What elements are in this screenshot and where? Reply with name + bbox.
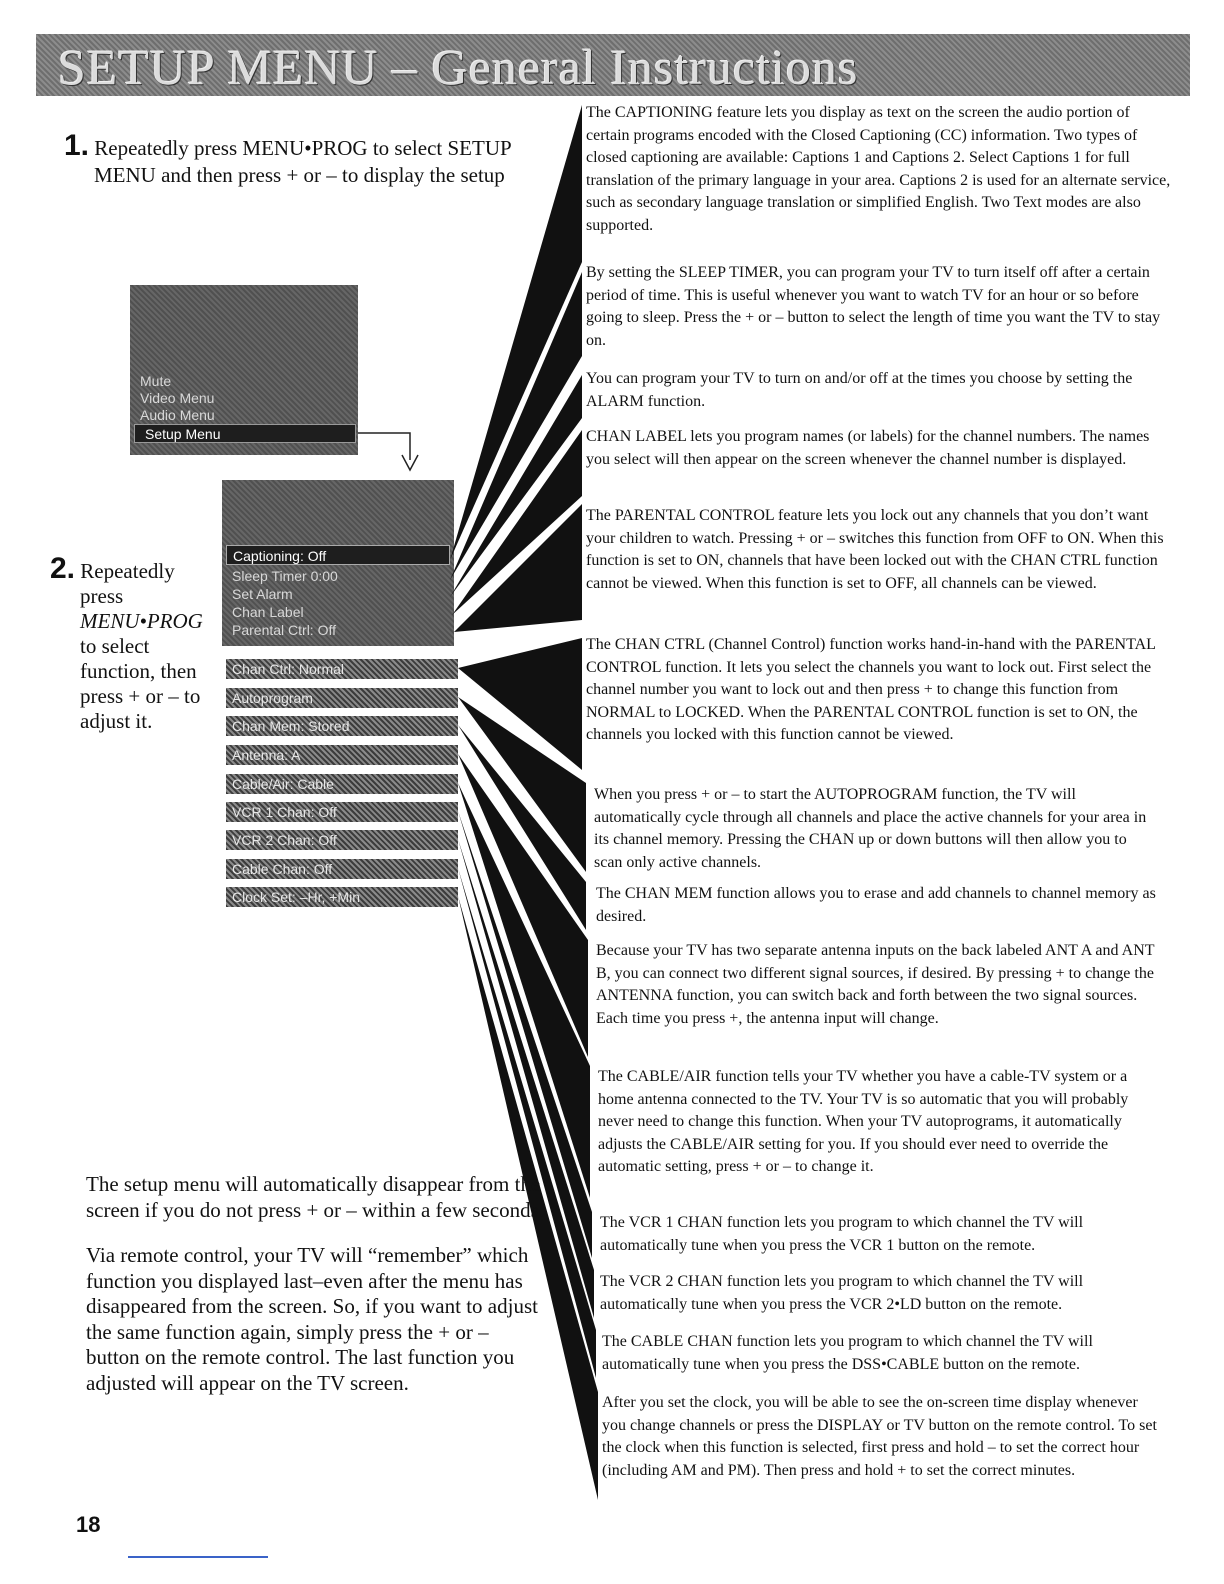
menu-item-video: Video Menu	[140, 390, 215, 406]
bar-chan-mem: Chan Mem: Stored	[226, 716, 458, 736]
desc-clock-set: After you set the clock, you will be able to see the on-screen time display whenever you change channels or press the DISPLAY or TV button on the remote control. To set the clock when this function is selected, first press and hold – to set the correct hour (including AM and PM). Then press and hold + to set the correct minutes.	[602, 1394, 1157, 1479]
bar-cable-chan: Cable Chan: Off	[226, 859, 458, 879]
menu-item-setup-selected: Setup Menu	[134, 424, 356, 443]
setup-item-set-alarm: Set Alarm	[232, 586, 293, 602]
step-2-line-5: function, then	[80, 659, 197, 683]
desc-antenna: Because your TV has two separate antenna inputs on the back labeled ANT A and ANT B, you can connect two different signal sources, if desired. By pressing + to change the ANTENNA function, you can switch back and forth between the two signal sources. Each time you press +, the antenna input will change.	[596, 942, 1155, 1027]
step-2-line-7: adjust it.	[80, 709, 153, 733]
bottom-notes	[86, 1172, 546, 1416]
step-1-line-1: Repeatedly press MENU•PROG to select SETUP	[94, 136, 512, 160]
desc-captioning: The CAPTIONING feature lets you display as text on the screen the audio portion of certain programs encoded with the Closed Captioning (CC) information. Two types of closed captioning are available: Captions 1 and Captions 2. Select Captions 1 for full translation of the primary language in your area. Captions 2 is used for an alternate service, such as secondary language translation or simplified English. Two Text modes are also supported.	[586, 104, 1171, 234]
step-2-line-1: Repeatedly	[80, 559, 175, 583]
page-title: SETUP MENU – General Instructions	[58, 39, 859, 95]
bar-vcr2-chan: VCR 2 Chan: Off	[226, 830, 458, 850]
desc-parental-control: The PARENTAL CONTROL feature lets you lock out any channels that you don’t want your children to watch. Pressing + or – switches this function from OFF to ON. When this function is set to ON, channels that have been locked out with the CHAN CTRL function cannot be viewed. When this function is set to OFF, all channels can be viewed.	[586, 507, 1164, 592]
bar-vcr1-chan: VCR 1 Chan: Off	[226, 802, 458, 822]
note-auto-disappear: The setup menu will automatically disappear from the screen if you do not press + or – within a few seconds.	[86, 1172, 544, 1222]
setup-item-sleep-timer: Sleep Timer 0:00	[232, 568, 338, 584]
note-remember: Via remote control, your TV will “remember” which function you displayed last–even after the menu has disappeared from the screen. So, if you want to adjust the same function again, simply press the + or – button on the remote control. The last function you adjusted will appear on the TV screen.	[86, 1243, 538, 1395]
step-2-line-3: MENU•PROG	[80, 609, 203, 633]
step-2-line-6: press + or – to	[80, 684, 201, 708]
footer-rule	[128, 1556, 268, 1558]
desc-chan-ctrl: The CHAN CTRL (Channel Control) function works hand-in-hand with the PARENTAL CONTROL function. It lets you select the channels you want to lock out. First select the channel number you want to lock out and then press + to change this function from NORMAL to LOCKED. When the PARENTAL CONTROL function is set to ON, the channels you locked with this function cannot be viewed.	[586, 636, 1156, 743]
bar-autoprogram: Autoprogram	[226, 688, 458, 708]
desc-sleep-timer: By setting the SLEEP TIMER, you can program your TV to turn itself off after a certain period of time. This is useful whenever you want to watch TV for an hour or so before going to sleep. Press the + or – button to select the length of time you want the TV to stay on.	[586, 264, 1161, 349]
setup-item-parental-ctrl: Parental Ctrl: Off	[232, 622, 337, 638]
desc-vcr1-chan: The VCR 1 CHAN function lets you program to which channel the TV will automatically tune when you press the VCR 1 button on the remote.	[600, 1214, 1084, 1254]
step-2-line-2: press	[80, 584, 124, 608]
desc-alarm: You can program your TV to turn on and/or off at the times you choose by setting the ALARM function.	[586, 370, 1133, 410]
menu-item-audio: Audio Menu	[140, 407, 215, 423]
page-number: 18	[76, 1512, 101, 1537]
bar-chan-ctrl: Chan Ctrl: Normal	[226, 659, 458, 679]
desc-autoprogram: When you press + or – to start the AUTOPROGRAM function, the TV will automatically cycle through all channels and place the active channels for your area in its channel memory. Pressing the CHAN up or down buttons will then allow you to scan only active channels.	[594, 786, 1147, 871]
setup-item-chan-label: Chan Label	[232, 604, 304, 620]
desc-chan-mem: The CHAN MEM function allows you to erase and add channels to channel memory as desired.	[596, 885, 1156, 925]
bar-antenna: Antenna: A	[226, 745, 458, 765]
step-1-number: 1.	[64, 129, 90, 162]
desc-vcr2-chan: The VCR 2 CHAN function lets you program to which channel the TV will automatically tune when you press the VCR 2•LD button on the remote.	[600, 1273, 1084, 1313]
step-2-line-4: to select	[80, 634, 150, 658]
bar-clock-set: Clock Set: –Hr, +Min	[226, 887, 458, 907]
setup-item-captioning-selected: Captioning: Off	[226, 545, 450, 565]
desc-chan-label: CHAN LABEL lets you program names (or labels) for the channel numbers. The names you select will then appear on the screen whenever the channel number is displayed.	[586, 428, 1150, 468]
desc-cable-air: The CABLE/AIR function tells your TV whether you have a cable-TV system or a home antenna connected to the TV. Your TV is so automatic that you will probably never need to change this function. When your TV autoprograms, it automatically adjusts the CABLE/AIR setting for you. If you should ever need to override the automatic setting, press + or – to change it.	[598, 1068, 1129, 1175]
step-1-line-2: MENU and then press + or – to display the setup	[94, 163, 505, 187]
desc-cable-chan: The CABLE CHAN function lets you program to which channel the TV will automatically tune when you press the DSS•CABLE button on the remote.	[602, 1333, 1093, 1373]
step-2-number: 2.	[50, 552, 76, 585]
bar-cable-air: Cable/Air: Cable	[226, 774, 458, 794]
menu-item-mute: Mute	[140, 373, 172, 389]
